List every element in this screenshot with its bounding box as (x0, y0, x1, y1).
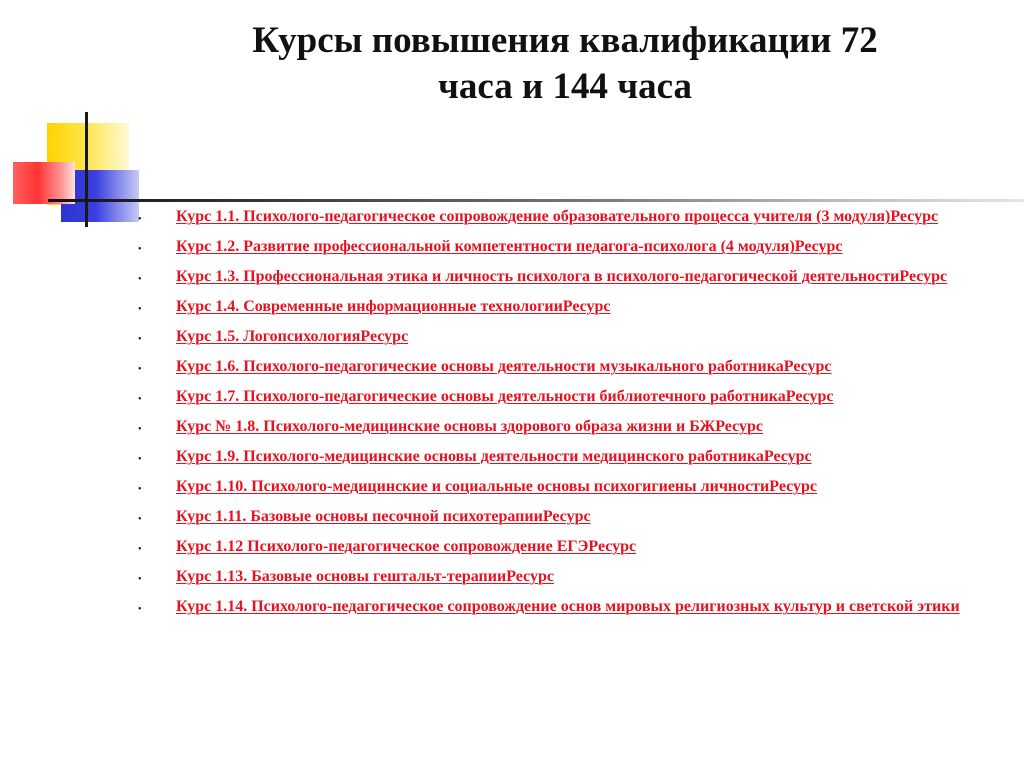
bullet-icon: • (138, 364, 142, 375)
course-link-1-5[interactable]: Курс 1.5. ЛогопсихологияРесурс (176, 328, 409, 345)
page-title-line-2: часа и 144 часа (437, 66, 693, 107)
course-link-1-4[interactable]: Курс 1.4. Современные информационные технологииРесурс (176, 298, 611, 315)
course-list (138, 205, 998, 625)
bullet-icon: • (138, 244, 142, 255)
course-item-1-2 (138, 235, 998, 259)
red-square-decoration (13, 162, 75, 204)
course-item-1-4 (138, 295, 998, 319)
bullet-icon: • (138, 514, 142, 525)
course-item-1-10 (138, 475, 998, 499)
page-title (150, 18, 980, 110)
bullet-icon: • (138, 484, 142, 495)
course-link-1-1[interactable]: Курс 1.1. Психолого-педагогическое сопровождение образовательного процесса учителя (3 модуля)Ресурс (176, 208, 939, 225)
bullet-icon: • (138, 574, 142, 585)
course-item-1-3 (138, 265, 998, 289)
course-link-1-14[interactable]: Курс 1.14. Психолого-педагогическое сопровождение основ мировых религиозных культур и светской этики (176, 598, 960, 615)
course-item-1-11 (138, 505, 998, 529)
bullet-icon: • (138, 214, 142, 225)
course-link-1-3[interactable]: Курс 1.3. Профессиональная этика и личность психолога в психолого-педагогической деятельностиРесурс (176, 268, 948, 285)
bullet-icon: • (138, 304, 142, 315)
vertical-divider-line (85, 112, 88, 227)
course-link-1-10[interactable]: Курс 1.10. Психолого-медицинские и социальные основы психогигиены личностиРесурс (176, 478, 817, 495)
course-link-1-13[interactable]: Курс 1.13. Базовые основы гештальт-терапииРесурс (176, 568, 554, 585)
decorative-squares (0, 0, 240, 240)
course-link-1-9[interactable]: Курс 1.9. Психолого-медицинские основы деятельности медицинского работникаРесурс (176, 448, 812, 465)
course-link-1-7[interactable]: Курс 1.7. Психолого-педагогические основы деятельности библиотечного работникаРесурс (176, 388, 834, 405)
bullet-icon: • (138, 544, 142, 555)
course-link-1-6[interactable]: Курс 1.6. Психолого-педагогические основы деятельности музыкального работникаРесурс (176, 358, 832, 375)
course-item-1-13 (138, 565, 998, 589)
course-item-1-14 (138, 595, 998, 619)
bullet-icon: • (138, 394, 142, 405)
horizontal-divider-line (48, 199, 1024, 202)
bullet-icon: • (138, 604, 142, 615)
course-item-1-8 (138, 415, 998, 439)
course-item-1-12 (138, 535, 998, 559)
bullet-icon: • (138, 274, 142, 285)
bullet-icon: • (138, 424, 142, 435)
bullet-icon: • (138, 334, 142, 345)
course-item-1-9 (138, 445, 998, 469)
course-item-1-6 (138, 355, 998, 379)
page-title-line-1: Курсы повышения квалификации 72 (252, 20, 878, 61)
course-item-1-1 (138, 205, 998, 229)
course-link-1-11[interactable]: Курс 1.11. Базовые основы песочной психотерапииРесурс (176, 508, 591, 525)
course-item-1-7 (138, 385, 998, 409)
course-item-1-5 (138, 325, 998, 349)
bullet-icon: • (138, 454, 142, 465)
course-link-1-8[interactable]: Курс № 1.8. Психолого-медицинские основы здорового образа жизни и БЖРесурс (176, 418, 763, 435)
course-link-1-2[interactable]: Курс 1.2. Развитие профессиональной компетентности педагога-психолога (4 модуля)Ресурс (176, 238, 843, 255)
course-link-1-12[interactable]: Курс 1.12 Психолого-педагогическое сопровождение ЕГЭРесурс (176, 538, 637, 555)
